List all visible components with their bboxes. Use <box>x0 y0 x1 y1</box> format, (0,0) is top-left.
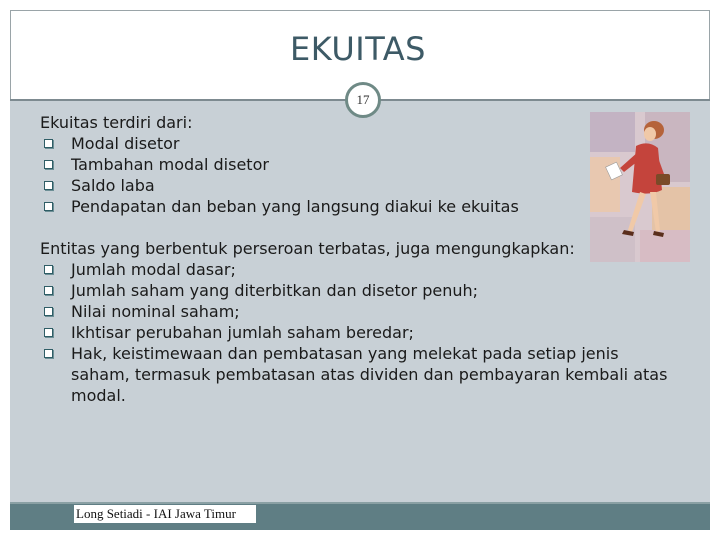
list-item: Nilai nominal saham; <box>40 301 680 322</box>
list-item: Jumlah saham yang diterbitkan dan disetor penuh; <box>40 280 680 301</box>
square-bullet-icon <box>44 160 53 169</box>
components-list <box>40 133 680 217</box>
square-bullet-icon <box>44 265 53 274</box>
square-bullet-icon <box>44 139 53 148</box>
businesswoman-illustration-icon <box>590 112 690 262</box>
square-bullet-icon <box>44 328 53 337</box>
list-item: Saldo laba <box>40 175 680 196</box>
square-bullet-icon <box>44 349 53 358</box>
list-item: Pendapatan dan beban yang langsung diakui ke ekuitas <box>40 196 680 217</box>
slide-title: EKUITAS <box>290 30 426 68</box>
pt-disclosure-list <box>40 259 680 406</box>
list-item: Ikhtisar perubahan jumlah saham beredar; <box>40 322 680 343</box>
list-item: Hak, keistimewaan dan pembatasan yang melekat pada setiap jenis saham, termasuk pembatasan atas dividen dan pembayaran kembali atas modal. <box>40 343 680 406</box>
square-bullet-icon <box>44 307 53 316</box>
components-intro: Ekuitas terdiri dari: <box>40 113 193 132</box>
square-bullet-icon <box>44 181 53 190</box>
footer-credit: Long Setiadi - IAI Jawa Timur <box>74 505 256 523</box>
square-bullet-icon <box>44 286 53 295</box>
list-item: Tambahan modal disetor <box>40 154 680 175</box>
pt-intro: Entitas yang berbentuk perseroan terbatas, juga mengungkapkan: <box>40 239 575 258</box>
list-item: Jumlah modal dasar; <box>40 259 680 280</box>
list-item: Modal disetor <box>40 133 680 154</box>
slide-content <box>40 112 680 406</box>
square-bullet-icon <box>44 202 53 211</box>
page-number: 17 <box>356 92 370 107</box>
